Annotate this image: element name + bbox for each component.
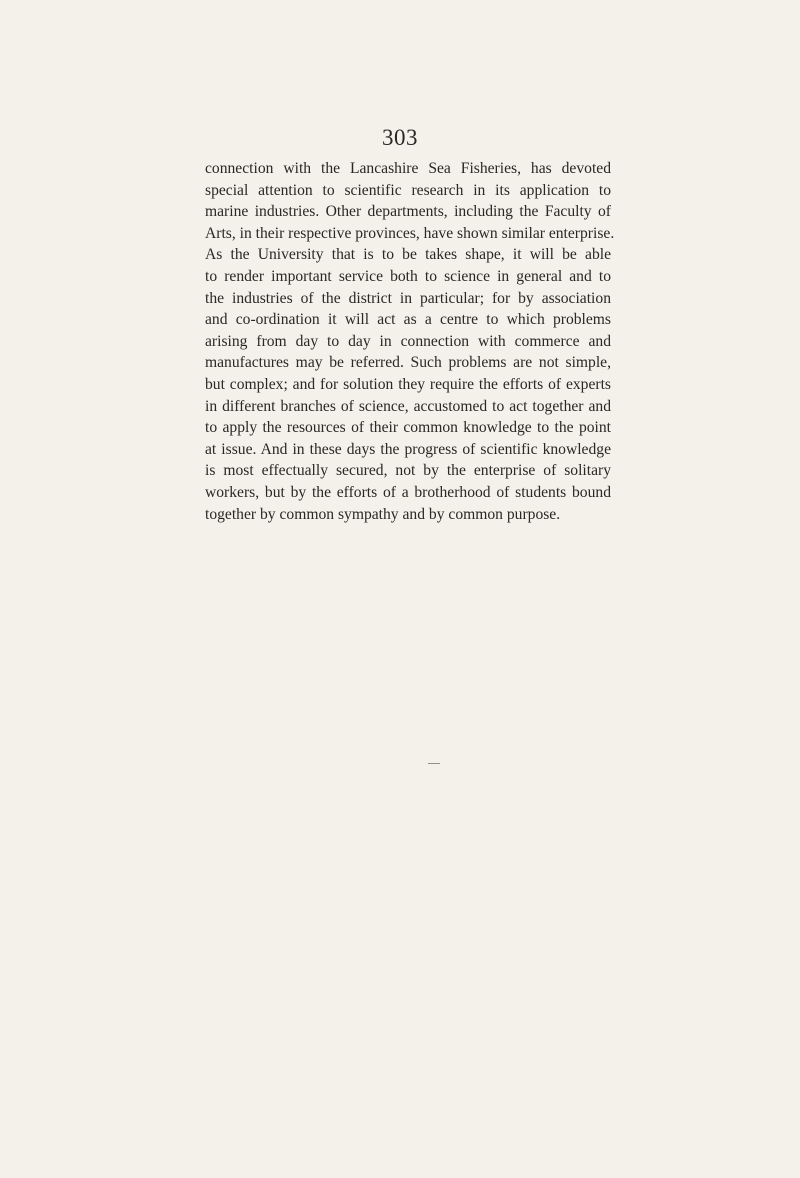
text-line-last: together by common sympathy and by common purpose.	[205, 505, 561, 523]
text-line: to render important service both to science in general and to	[205, 267, 611, 285]
text-line: special attention to scientific research in its application to	[205, 181, 611, 199]
text-line: As the University that is to be takes shape, it will be able	[205, 246, 611, 264]
text-line: Arts, in their respective provinces, have shown similar enterprise.	[205, 224, 615, 242]
page-number: 303	[382, 125, 418, 150]
text-line: to apply the resources of their common knowledge to the point	[205, 419, 611, 437]
text-line: connection with the Lancashire Sea Fisheries, has devoted	[205, 160, 611, 177]
text-line: in different branches of science, accustomed to act together and	[205, 397, 611, 415]
text-line: marine industries. Other departments, including the Faculty of	[205, 203, 611, 221]
text-line: and co-ordination it will act as a centre to which problems	[205, 311, 611, 329]
text-line: is most effectually secured, not by the enterprise of solitary	[205, 462, 611, 480]
text-line: the industries of the district in particular; for by association	[205, 289, 611, 307]
text-line: but complex; and for solution they require the efforts of experts	[205, 375, 611, 393]
text-line: at issue. And in these days the progress of scientific knowledge	[205, 440, 611, 458]
text-line: workers, but by the efforts of a brotherhood of students bound	[205, 483, 611, 501]
text-line: arising from day to day in connection with commerce and	[205, 332, 611, 350]
print-mark	[428, 763, 440, 764]
body-paragraph	[205, 158, 615, 525]
text-line: manufactures may be referred. Such problems are not simple,	[205, 354, 611, 372]
